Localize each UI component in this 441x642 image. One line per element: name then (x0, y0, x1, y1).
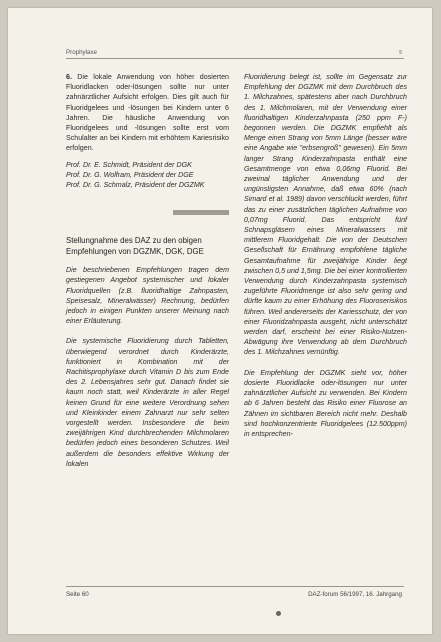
punch-dot (276, 611, 281, 616)
document-page (8, 8, 432, 634)
point-text: Die lokale Anwendung von höher dosierten Fluoridlacken oder-lösungen sollte nur unter zahnärztlicher Aufsicht erfolgen. Dies gilt auch für Fluoridgelees und -lösungen bei Kindern unter 6 Jahren. Die häusliche Anwendung von Fluoridgelees und -lösungen sollte erst vom Schulalter an bei Kindern mit erhöhtem Kariesrisiko erfolgen. (66, 73, 229, 153)
section-title: Prophylaxe (66, 49, 97, 56)
signature-line: Prof. Dr. G. Wolfram, Präsident der DGE (66, 170, 194, 179)
statement-paragraph: Die systemische Fluoridierung durch Tabletten, überwiegend verordnet durch Kinderärzte, funktioniert in Kombination mit der Rachitisprophylaxe durch Vitamin D bis zum Ende des 2. Lebensjahres sehr gut. Danach findet sie kaum noch statt, weil Kinderärzte in aller Regel keinen Grund für eine weitere Verordnung sehen und Kleinkinder einem Zahnarzt nur sehr selten vorgestellt werden. Insbesondere die beim zweijährigen Kind durchbrechenden Milchmolaren bedürfen jedoch eines besonderen Schutzes. Weil außerdem die besonders effektive Wirkung der lokalen (66, 337, 229, 468)
statement-paragraph: Die Empfehlung der DGZMK sieht vor, höher dosierte Fluoridlacke oder-lösungen nur unter zahnärztlicher Aufsicht zu verwenden. Bei Kindern ab 6 Jahren besteht das Risiko einer Fluorose an Zähnen im sichtbaren Bereich nicht mehr. Deshalb sind hochkonzentrierte Fluoridgelees (12.500ppm) in entsprechen- (244, 368, 407, 438)
statement-paragraph: Fluoridierung belegt ist, sollte im Gegensatz zur Empfehlung der DGZMK mit dem Durchbruch des 1. Milchzahnes, spätestens aber nach Durchbruch des 1. Milchmolaren, mit der Verwendung einer fluoridhaltigen Kinderzahnpasta (250 ppm F-) begonnen werden. Die DGZMK empfiehlt als Menge einen Strang von 5mm Länge (besser wäre eine Angabe wie "erbsengroß" gewesen). Ein 5mm langer Strang Kinderzahnpasta enthält eine Gesamtmenge von etwa 0,06mg Fluorid. Bei zweimal täglicher Anwendung und der ungünstigsten Annahme, daß etwa 60% (nach Simard et al. 1989) davon verschluckt werden, führt das zu einer zusätzlichen täglichen Aufnahme von 0,07mg Fluorid. Das entspricht fünf Schnapsgläsern eines Mineralwassers mit mittlerem Fluoridgehalt. Die von der Deutschen Gesellschaft für Ernährung empfohlene tägliche Gesamtaufnahme für zweijährige Kinder liegt zwischen 0,5 und 1,5mg. Die bei einer kontrollierten Verwendung durch Kinderzahnpasta systemisch zugeführte Fluoridmenge ist also sehr gering und dürfte kaum zu einer Erhöhung des Fluoroserisikos führen. Weil andererseits der Kariesschutz, der von einer Fluoridzahnpasta ausgeht, nicht unterschätzt werden darf, erscheint bei einer Risiko-Nutzen-Abwägung ihre Verwendung ab dem Durchbruch des 1. Milchzahnes vernünftig. (244, 73, 407, 357)
right-column (244, 72, 407, 439)
publication-info: DAZ-forum 56/1997, 16. Jahrgang (308, 591, 402, 598)
statement-paragraph: Die beschriebenen Empfehlungen tragen dem gestiegenen Angebot systemischer und lokaler Fluoridquellen (z.B. fluoridhaltige Zahnpasten, Speisesalz, Mineralwässer) Rechnung, bedürfen jedoch in einigen Punkten unserer Meinung nach einer Erläuterung. (66, 266, 229, 326)
page-footer (66, 586, 404, 598)
header-mark: 5 (399, 50, 402, 56)
statement-heading: Stellungnahme des DAZ zu den obigen Empfehlungen von DGZMK, DGK, DGE (66, 236, 204, 257)
running-header (66, 46, 404, 59)
recommendation-point-6 (66, 72, 229, 154)
signature-line: Prof. Dr. E. Schmidt, Präsident der DGK (66, 160, 192, 169)
section-divider (173, 210, 229, 215)
point-number: 6. (66, 73, 72, 81)
signature-block (66, 160, 229, 191)
left-column (66, 72, 229, 469)
page-number: Seite 60 (66, 591, 89, 598)
signature-line: Prof. Dr. G. Schmalz, Präsident der DGZMK (66, 181, 205, 190)
